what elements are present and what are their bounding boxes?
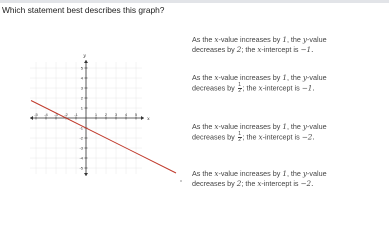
- number: 1: [282, 122, 287, 131]
- question-text: Which statement best describes this graph?: [2, 5, 165, 15]
- x-tick-label: 4: [124, 112, 128, 117]
- text: -intercept is: [262, 132, 302, 142]
- number: 1: [282, 169, 287, 178]
- fraction: [238, 83, 242, 94]
- text: decreases by: [192, 179, 237, 188]
- graph-svg: [28, 52, 178, 182]
- x-tick-label: -1: [74, 112, 78, 117]
- fraction-numerator: 1: [238, 82, 242, 88]
- fraction: [238, 132, 242, 143]
- x-tick-label: 3: [114, 112, 118, 117]
- var-y: y: [302, 35, 307, 44]
- text: -value increases by: [218, 122, 283, 131]
- text: , the: [286, 35, 303, 44]
- var-x: x: [257, 179, 262, 188]
- text: ; the: [242, 83, 259, 93]
- number: 2: [236, 179, 242, 188]
- choice-line-1: [192, 122, 382, 132]
- y-tick-label: -5: [79, 165, 83, 171]
- text: As the: [192, 35, 215, 44]
- x-tick-label: -5: [34, 112, 38, 117]
- y-tick-label: 2: [80, 95, 83, 101]
- answer-choice-d[interactable]: [192, 169, 382, 189]
- y-axis-label: y: [83, 53, 86, 59]
- var-y: y: [302, 122, 307, 131]
- var-x: x: [214, 122, 219, 131]
- x-tick-label: 2: [104, 112, 108, 117]
- y-tick-label: 5: [80, 65, 83, 71]
- text: -intercept is: [262, 83, 302, 93]
- answer-choice-a[interactable]: [192, 35, 382, 55]
- text: -value: [306, 122, 327, 131]
- text: -value increases by: [218, 73, 283, 82]
- x-axis-arrow: [141, 116, 144, 120]
- y-tick-label: -3: [79, 145, 83, 151]
- x-tick-label: -3: [54, 112, 58, 117]
- text: -intercept is: [261, 179, 301, 188]
- text: ; the: [241, 179, 258, 188]
- var-x: x: [214, 35, 219, 44]
- y-tick-label: 1: [80, 105, 83, 111]
- number: −2.: [300, 179, 314, 188]
- text: As the: [192, 73, 215, 82]
- text: -value: [306, 169, 327, 178]
- number: 2: [236, 45, 242, 54]
- text: ; the: [242, 132, 259, 142]
- text: -value: [306, 73, 327, 82]
- y-tick-label: -2: [79, 135, 83, 141]
- number: 1: [282, 73, 287, 82]
- choice-line-1: [192, 73, 382, 83]
- y-tick-label: 3: [80, 85, 83, 91]
- number: 1: [282, 35, 287, 44]
- number: −1.: [301, 83, 315, 93]
- text: decreases by: [192, 132, 237, 142]
- choice-line-1: [192, 35, 382, 45]
- y-tick-label: 4: [80, 75, 83, 81]
- text: ; the: [241, 45, 258, 54]
- text: -value increases by: [218, 35, 283, 44]
- number: −2.: [301, 132, 315, 142]
- y-axis-arrow-bottom: [84, 173, 88, 176]
- answer-choice-b[interactable]: [192, 73, 382, 94]
- var-x: x: [214, 73, 219, 82]
- text: -value: [306, 35, 327, 44]
- coordinate-graph: [28, 52, 178, 182]
- y-tick-label: -1: [79, 125, 83, 131]
- var-y: y: [302, 169, 307, 178]
- var-x: x: [258, 83, 263, 93]
- x-axis-arrow-left: [30, 116, 33, 120]
- text: As the: [192, 122, 215, 131]
- text: , the: [286, 73, 303, 82]
- radio-marker: [180, 180, 182, 182]
- answer-choice-c[interactable]: [192, 122, 382, 143]
- fraction-numerator: 1: [238, 131, 242, 137]
- text: -value increases by: [218, 169, 283, 178]
- text: -intercept is: [261, 45, 301, 54]
- x-tick-label: 1: [94, 112, 98, 117]
- choice-line-2: [192, 179, 382, 189]
- text: decreases by: [192, 45, 237, 54]
- text: , the: [286, 122, 303, 131]
- fraction-denominator: 2: [238, 88, 242, 94]
- text: , the: [286, 169, 303, 178]
- graphed-line: [31, 101, 176, 174]
- x-tick-label: -4: [44, 112, 48, 117]
- fraction-denominator: 2: [238, 137, 242, 143]
- choice-line-2: [192, 132, 382, 143]
- choice-line-1: [192, 169, 382, 179]
- text: decreases by: [192, 83, 237, 93]
- top-bar: [0, 0, 389, 3]
- y-axis-arrow: [84, 60, 88, 63]
- x-tick-label: -2: [64, 112, 68, 117]
- text: As the: [192, 169, 215, 178]
- x-tick-label: 5: [134, 112, 138, 117]
- number: −1.: [300, 45, 314, 54]
- var-y: y: [302, 73, 307, 82]
- choice-line-2: [192, 83, 382, 94]
- var-x: x: [214, 169, 219, 178]
- choice-line-2: [192, 45, 382, 55]
- var-x: x: [257, 45, 262, 54]
- var-x: x: [258, 132, 263, 142]
- y-tick-label: -4: [79, 155, 83, 161]
- x-axis-label: x: [147, 115, 150, 122]
